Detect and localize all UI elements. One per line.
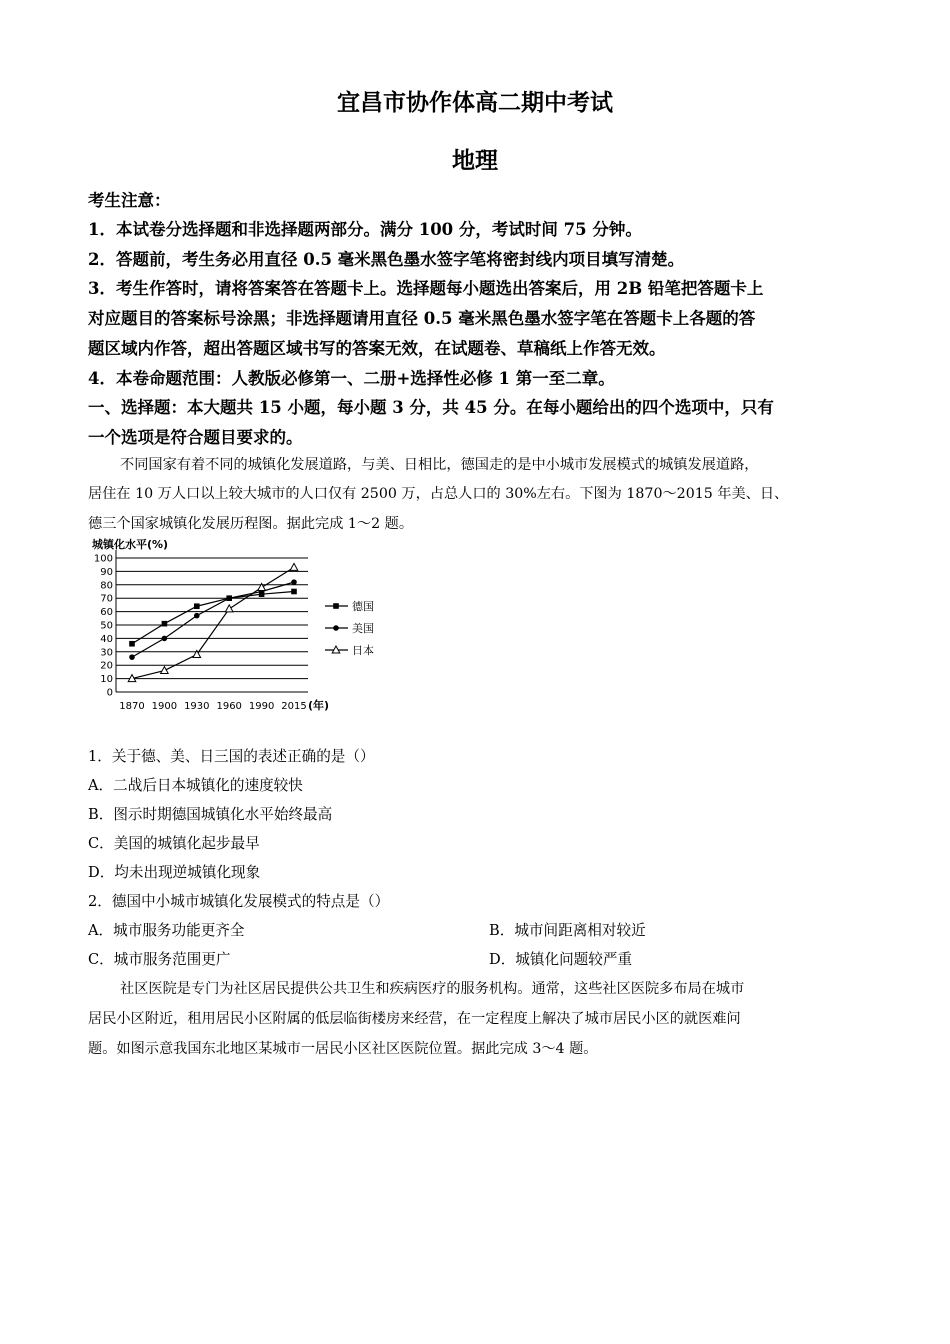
y-tick-label: 70	[100, 593, 113, 605]
y-tick-label: 100	[93, 553, 113, 565]
series-line	[132, 567, 294, 678]
passage-line: 居住在 10 万人口以上较大城市的人口仅有 2500 万，占总人口的 30%左右。下图为 1870～2015 年美、日、	[88, 486, 789, 502]
exam-title: 宜昌市协作体高二期中考试	[337, 89, 613, 116]
subject-title: 地理	[452, 147, 498, 174]
point-circle	[226, 595, 232, 601]
point-square	[194, 603, 200, 609]
y-tick-label: 40	[100, 633, 113, 645]
point-circle	[291, 579, 297, 585]
notice-item: 题区域内作答，超出答题区域书写的答案无效，在试题卷、草稿纸上作答无效。	[88, 339, 666, 358]
notice-item: 4．本卷命题范围：人教版必修第一、二册+选择性必修 1 第一至二章。	[88, 369, 615, 388]
section-heading: 一个选项是符合题目要求的。	[88, 428, 303, 447]
question-2-stem: 2．德国中小城市城镇化发展模式的特点是（）	[88, 893, 390, 910]
legend-label: 德国	[352, 600, 374, 613]
passage-line: 德三个国家城镇化发展历程图。据此完成 1～2 题。	[88, 516, 414, 532]
passage-line: 不同国家有着不同的城镇化发展道路，与美、日相比，德国走的是中小城市发展模式的城镇发展道路，	[120, 457, 759, 473]
point-circle	[162, 636, 168, 642]
question-2-option-b[interactable]: B．城市间距离相对较近	[489, 922, 646, 939]
y-tick-label: 0	[106, 687, 113, 699]
point-circle	[194, 613, 200, 619]
x-tick-label: 2015	[281, 701, 307, 712]
y-tick-label: 60	[100, 607, 113, 619]
y-tick-label: 50	[100, 620, 113, 632]
y-tick-label: 30	[100, 647, 113, 659]
notice-item: 1．本试卷分选择题和非选择题两部分。满分 100 分，考试时间 75 分钟。	[88, 220, 642, 239]
x-tick-label: 1960	[216, 701, 242, 712]
point-square	[333, 603, 339, 609]
x-tick-label: 1930	[184, 701, 210, 712]
y-tick-label: 10	[100, 674, 113, 686]
question-1-option-d[interactable]: D．均未出现逆城镇化现象	[88, 864, 261, 881]
point-triangle	[225, 605, 233, 612]
y-tick-label: 90	[100, 566, 113, 578]
question-1-option-b[interactable]: B．图示时期德国城镇化水平始终最高	[88, 806, 333, 823]
chart-series	[128, 563, 298, 681]
chart-xlabel: (年)	[308, 699, 330, 712]
passage-line: 题。如图示意我国东北地区某城市一居民小区社区医院位置。据此完成 3～4 题。	[88, 1041, 598, 1057]
chart-legend	[325, 600, 374, 657]
question-1-option-c[interactable]: C．美国的城镇化起步最早	[88, 835, 260, 852]
point-square	[162, 621, 168, 627]
question-2-option-a[interactable]: A．城市服务功能更齐全	[88, 922, 245, 939]
chart-ticks	[94, 554, 307, 713]
point-triangle	[161, 667, 169, 674]
chart-grid	[116, 550, 308, 692]
passage-line: 社区医院是专门为社区居民提供公共卫生和疾病医疗的服务机构。通常，这些社区医院多布局在城市	[120, 981, 745, 997]
passage-line: 居民小区附近，租用居民小区附属的低层临街楼房来经营，在一定程度上解决了城市居民小区的就医难问	[88, 1011, 741, 1027]
notice-item: 对应题目的答案标号涂黑；非选择题请用直径 0.5 毫米黑色墨水签字笔在答题卡上各题的答	[88, 309, 756, 328]
point-circle	[333, 625, 339, 631]
question-1-option-a[interactable]: A．二战后日本城镇化的速度较快	[88, 777, 303, 794]
section-heading: 一、选择题：本大题共 15 小题，每小题 3 分，共 45 分。在每小题给出的四个选项中，只有	[88, 398, 774, 417]
question-2-option-d[interactable]: D．城镇化问题较严重	[489, 951, 633, 968]
chart-ylabel: 城镇化水平(%)	[92, 538, 169, 551]
x-tick-label: 1990	[248, 701, 275, 712]
point-square	[291, 589, 297, 595]
x-tick-label: 1870	[119, 701, 145, 712]
question-2-option-c[interactable]: C．城市服务范围更广	[88, 951, 231, 968]
notice-item: 2．答题前，考生务必用直径 0.5 毫米黑色墨水签字笔将密封线内项目填写清楚。	[88, 250, 685, 269]
notice-heading: 考生注意：	[88, 191, 171, 210]
y-tick-label: 80	[100, 580, 113, 592]
question-1-stem: 1．关于德、美、日三国的表述正确的是（）	[88, 748, 375, 765]
legend-label: 美国	[352, 622, 374, 635]
x-tick-label: 1900	[151, 701, 178, 712]
y-tick-label: 20	[100, 660, 113, 672]
urbanization-chart	[90, 533, 390, 718]
point-circle	[129, 654, 135, 660]
point-triangle	[290, 563, 298, 570]
point-square	[129, 641, 135, 647]
notice-item: 3．考生作答时，请将答案答在答题卡上。选择题每小题选出答案后，用 2B 铅笔把答题卡上	[88, 279, 764, 298]
series-line	[132, 592, 294, 644]
legend-label: 日本	[352, 644, 374, 657]
